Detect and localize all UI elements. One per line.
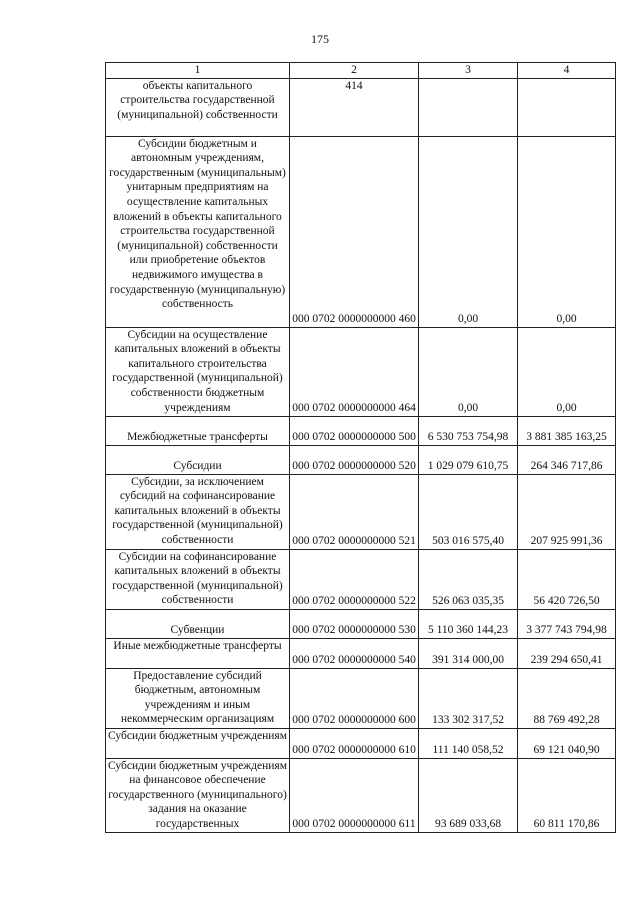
row-value-col3: 6 530 753 754,98 (419, 416, 518, 445)
row-value-col4: 60 811 170,86 (518, 758, 616, 832)
row-code: 000 0702 0000000000 520 (290, 445, 419, 474)
row-code: 000 0702 0000000000 521 (290, 474, 419, 549)
row-value-col3: 0,00 (419, 327, 518, 416)
table-row (106, 474, 616, 549)
row-value-col3: 0,00 (419, 136, 518, 327)
row-value-col4: 88 769 492,28 (518, 668, 616, 728)
row-name: Субсидии, за исключением субсидий на софинансирование капитальных вложений в объекты государственной (муниципальной) собственности (106, 474, 290, 549)
row-code: 000 0702 0000000000 611 (290, 758, 419, 832)
column-header-1: 1 (106, 63, 290, 79)
row-code: 000 0702 0000000000 464 (290, 327, 419, 416)
row-code: 000 0702 0000000000 530 (290, 609, 419, 638)
row-value-col4: 207 925 991,36 (518, 474, 616, 549)
row-code: 000 0702 0000000000 610 (290, 728, 419, 758)
table-row (106, 728, 616, 758)
table-row (106, 327, 616, 416)
row-value-col3: 133 302 317,52 (419, 668, 518, 728)
column-number-row (106, 63, 616, 79)
row-value-col4: 0,00 (518, 327, 616, 416)
row-name: Субсидии на софинансирование капитальных вложений в объекты государственной (муниципальной) собственности (106, 549, 290, 609)
row-name: Предоставление субсидий бюджетным, автономным учреждениям и иным некоммерческим организациям (106, 668, 290, 728)
table-row (106, 78, 616, 136)
column-header-3: 3 (419, 63, 518, 79)
row-name: объекты капитального строительства государственной (муниципальной) собственности (106, 78, 290, 136)
row-value-col4: 69 121 040,90 (518, 728, 616, 758)
table-row (106, 638, 616, 668)
row-name: Субсидии на осуществление капитальных вложений в объекты капитального строительства государственной (муниципальной) собственности бюджетным учреждениям (106, 327, 290, 416)
row-value-col4: 239 294 650,41 (518, 638, 616, 668)
table-row (106, 136, 616, 327)
row-value-col4: 0,00 (518, 136, 616, 327)
row-name: Субсидии бюджетным учреждениям на финансовое обеспечение государственного (муниципального) задания на оказание государственных (106, 758, 290, 832)
column-header-4: 4 (518, 63, 616, 79)
row-value-col4: 264 346 717,86 (518, 445, 616, 474)
budget-table (105, 62, 616, 833)
row-name: Субсидии бюджетным и автономным учреждениям, государственным (муниципальным) унитарным предприятиям на осуществление капитальных вложений в объекты капитального строительства государственной (муниципальной) собственности или приобретение объектов недвижимого имущества в государственную (муниципальную) собственность (106, 136, 290, 327)
row-code: 000 0702 0000000000 540 (290, 638, 419, 668)
row-value-col3: 111 140 058,52 (419, 728, 518, 758)
row-value-col3: 526 063 035,35 (419, 549, 518, 609)
row-value-col3: 93 689 033,68 (419, 758, 518, 832)
row-value-col3 (419, 78, 518, 136)
row-name: Субсидии бюджетным учреждениям (106, 728, 290, 758)
row-code: 000 0702 0000000000 460 (290, 136, 419, 327)
row-value-col4: 3 881 385 163,25 (518, 416, 616, 445)
row-name: Межбюджетные трансферты (106, 416, 290, 445)
row-value-col3: 5 110 360 144,23 (419, 609, 518, 638)
table-row (106, 416, 616, 445)
row-code: 000 0702 0000000000 500 (290, 416, 419, 445)
row-name: Субвенции (106, 609, 290, 638)
column-header-2: 2 (290, 63, 419, 79)
row-value-col4 (518, 78, 616, 136)
row-value-col4: 56 420 726,50 (518, 549, 616, 609)
row-value-col4: 3 377 743 794,98 (518, 609, 616, 638)
table-row (106, 609, 616, 638)
row-value-col3: 1 029 079 610,75 (419, 445, 518, 474)
row-code: 414 (290, 78, 419, 136)
table-row (106, 549, 616, 609)
table-row (106, 668, 616, 728)
table-row (106, 445, 616, 474)
table-row (106, 758, 616, 832)
row-code: 000 0702 0000000000 600 (290, 668, 419, 728)
row-code: 000 0702 0000000000 522 (290, 549, 419, 609)
row-value-col3: 503 016 575,40 (419, 474, 518, 549)
row-name: Иные межбюджетные трансферты (106, 638, 290, 668)
page-number: 175 (311, 32, 329, 46)
row-name: Субсидии (106, 445, 290, 474)
row-value-col3: 391 314 000,00 (419, 638, 518, 668)
